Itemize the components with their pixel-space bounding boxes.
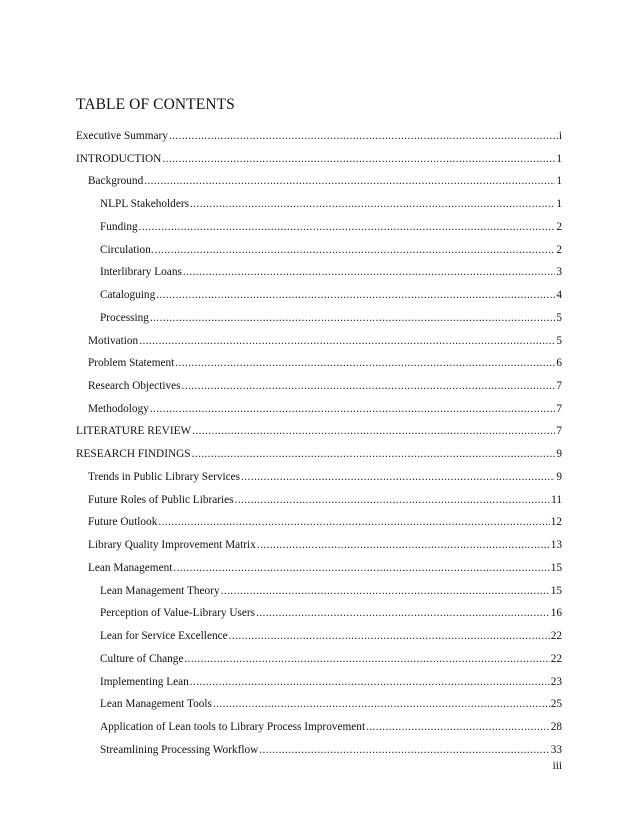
toc-entry-label: Circulation. [100,243,154,256]
toc-entry-page: 7 [556,380,562,393]
toc-entry[interactable] [100,741,562,759]
toc-entry[interactable] [76,127,562,145]
toc-dot-leader [155,241,556,259]
toc-entry[interactable] [88,172,562,190]
toc-entry-page: 3 [556,266,562,279]
toc-title: TABLE OF CONTENTS [76,96,235,113]
toc-entry-label: Trends in Public Library Services [88,470,241,483]
toc-entry-page: 6 [556,357,562,370]
toc-entry-label: Application of Lean tools to Library Process Improvement [100,720,366,733]
toc-dot-leader [235,491,551,509]
toc-dot-leader [156,286,555,304]
toc-entry-page: 13 [550,539,562,552]
toc-entry-label: Perception of Value-Library Users [100,607,256,620]
toc-dot-leader [229,627,550,645]
toc-entry-label: Future Outlook [88,516,158,529]
toc-entry-label: Research Objectives [88,380,181,393]
toc-entry-label: Processing [100,311,149,324]
toc-dot-leader [190,195,555,213]
toc-entry[interactable] [100,309,562,327]
toc-entry[interactable] [88,559,562,577]
toc-entry-label: Culture of Change [100,652,184,665]
toc-entry-page: 1 [556,152,562,165]
toc-entry[interactable] [88,354,562,372]
toc-dot-leader [162,150,555,168]
toc-entry-label: INTRODUCTION [76,152,162,165]
toc-dot-leader [184,650,549,668]
toc-entry-page: 25 [550,698,562,711]
toc-entry-label: Executive Summary [76,130,168,142]
toc-entry-label: Future Roles of Public Libraries [88,493,234,506]
toc-entry-page: 15 [550,561,562,574]
toc-entry-label: Cataloguing [100,289,156,302]
toc-entry[interactable] [100,604,562,622]
toc-dot-leader [366,718,550,736]
toc-entry-label: Library Quality Improvement Matrix [88,539,256,552]
toc-entry-page: 16 [550,607,562,620]
toc-entry-page: 22 [550,652,562,665]
toc-entry[interactable] [100,195,562,213]
toc-dot-leader [221,582,550,600]
toc-entry[interactable] [100,218,562,236]
toc-dot-leader [241,468,555,486]
toc-dot-leader [183,263,555,281]
toc-entry-page: i [558,130,562,142]
toc-dot-leader [144,172,555,190]
toc-entry-label: Lean Management Tools [100,698,212,711]
toc-entry-label: Lean Management Theory [100,584,220,597]
toc-entry[interactable] [100,718,562,736]
toc-entry-page: 4 [556,289,562,302]
toc-entry-page: 28 [550,720,562,733]
toc-dot-leader [139,332,555,350]
toc-entry-page: 15 [550,584,562,597]
toc-entry-label: Methodology [88,402,149,415]
toc-entry-page: 2 [556,220,562,233]
toc-entry-page: 5 [556,311,562,324]
toc-entry[interactable] [76,422,562,440]
toc-entry-label: Motivation [88,334,139,347]
toc-entry-page: 7 [556,425,562,438]
toc-entry[interactable] [100,673,562,691]
toc-entry[interactable] [88,468,562,486]
toc-dot-leader [139,218,556,236]
toc-entry-label: LITERATURE REVIEW [76,425,192,438]
toc-entry[interactable] [88,513,562,531]
toc-entry-label: Interlibrary Loans [100,266,182,279]
toc-dot-leader [173,559,549,577]
toc-entry-label: Lean Management [88,561,173,574]
toc-dot-leader [150,309,555,327]
toc-dot-leader [150,400,555,418]
toc-dot-leader [256,604,550,622]
toc-entry-page: 12 [550,516,562,529]
toc-dot-leader [213,695,550,713]
toc-entry-page: 23 [550,675,562,688]
toc-entry-page: 1 [556,175,562,188]
toc-entry-page: 5 [556,334,562,347]
toc-entry-label: NLPL Stakeholders [100,198,190,211]
toc-entry-page: 33 [550,743,562,756]
toc-entry[interactable] [100,582,562,600]
toc-entry[interactable] [88,491,562,509]
toc-entry-label: Lean for Service Excellence [100,630,228,643]
page-number: iii [552,760,562,772]
toc-entry[interactable] [100,695,562,713]
toc-entry[interactable] [76,150,562,168]
toc-entry[interactable] [76,445,562,463]
toc-entry[interactable] [88,377,562,395]
toc-entry[interactable] [100,286,562,304]
toc-entry-label: Problem Statement [88,357,175,370]
toc-entry-page: 1 [556,198,562,211]
toc-dot-leader [175,354,555,372]
toc-entry-page: 11 [551,493,562,506]
toc-entry[interactable] [100,650,562,668]
toc-entry[interactable] [88,536,562,554]
toc-entry-page: 9 [556,448,562,461]
toc-dot-leader [182,377,556,395]
toc-entry[interactable] [88,332,562,350]
toc-entry-page: 9 [556,470,562,483]
toc-entry[interactable] [88,400,562,418]
toc-entry[interactable] [100,627,562,645]
toc-entry-label: Background [88,175,144,188]
toc-dot-leader [192,422,555,440]
toc-dot-leader [190,673,550,691]
toc-entry-page: 22 [550,630,562,643]
toc-entry-label: Implementing Lean [100,675,189,688]
toc-entry-label: RESEARCH FINDINGS [76,448,191,461]
toc-entry-label: Streamlining Processing Workflow [100,743,259,756]
toc-dot-leader [257,536,550,554]
toc-dot-leader [259,741,549,759]
toc-dot-leader [158,513,549,531]
toc-entry-page: 7 [556,402,562,415]
toc-dot-leader [192,445,556,463]
toc-entry-page: 2 [556,243,562,256]
toc-dot-leader [169,127,558,145]
toc-entry-label: Funding [100,220,138,233]
toc-entry[interactable] [100,263,562,281]
toc-entry[interactable] [100,241,562,259]
